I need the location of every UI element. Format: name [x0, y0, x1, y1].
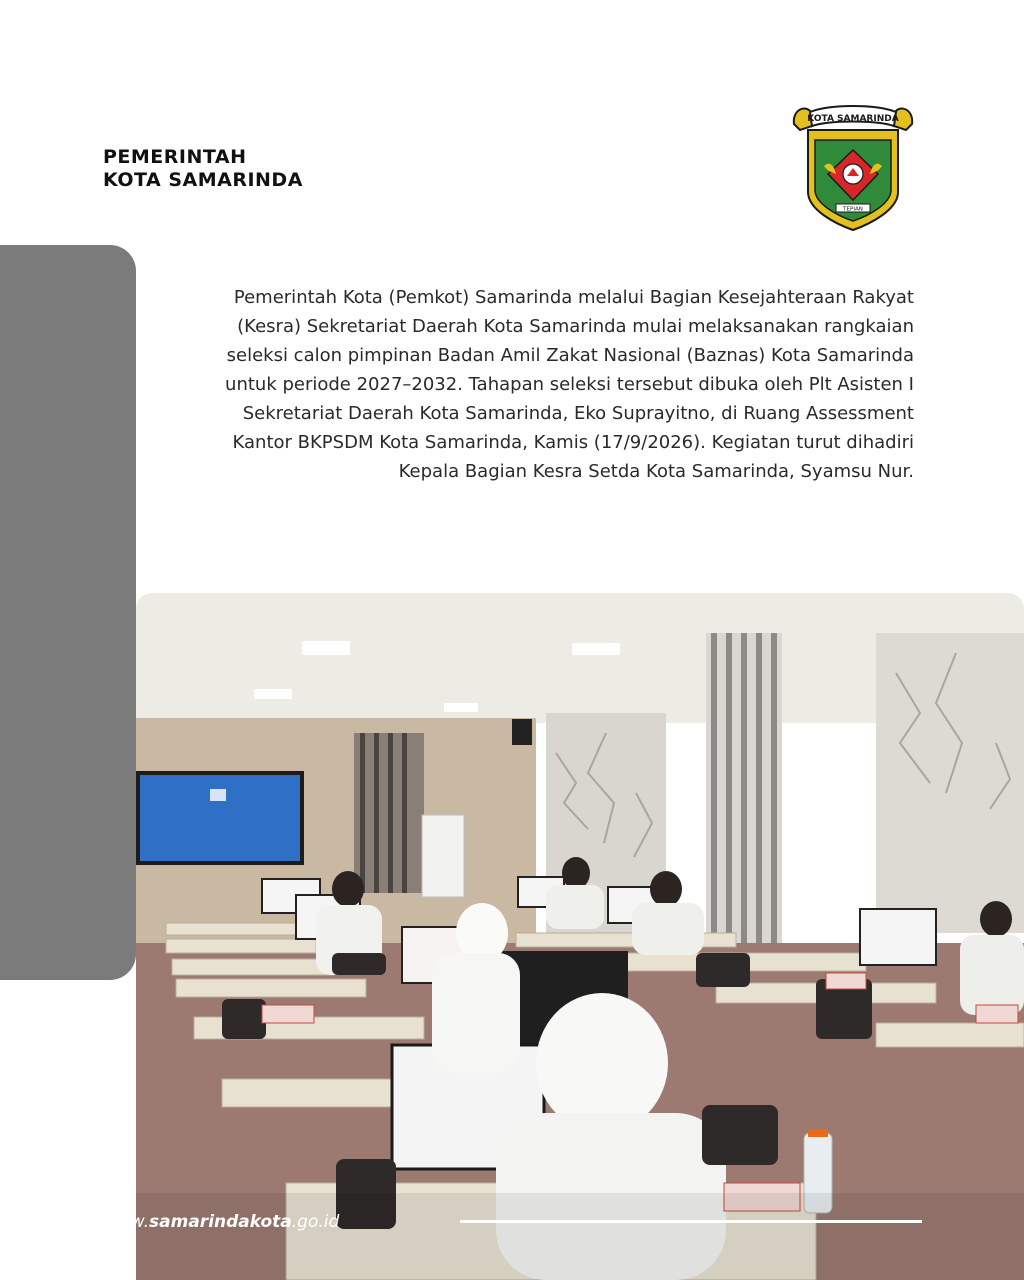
logo-motto-text: TEPIAN [843, 206, 863, 213]
agency-title-line2: KOTA SAMARINDA [103, 169, 303, 191]
website-url [103, 1212, 339, 1232]
website-suffix: .go.id [291, 1212, 340, 1232]
decorative-divider-line [460, 1220, 922, 1223]
decorative-grey-panel [0, 245, 136, 980]
logo-banner-text: KOTA SAMARINDA [807, 114, 899, 124]
article-text: Pemerintah Kota (Pemkot) Samarinda melalui Bagian Kesejahteraan Rakyat (Kesra) Sekretariat Daerah Kota Samarinda mulai melaksanakan rangkaian seleksi calon pimpinan Badan Amil Zakat Nasional (Baznas) Kota Samarinda untuk periode 2027–2032. Tahapan seleksi tersebut dibuka oleh Plt Asisten I Sekretariat Daerah Kota Samarinda, Eko Suprayitno, di Ruang Assessment Kantor BKPSDM Kota Samarinda, Kamis (17/9/2026). Kegiatan turut dihadiri Kepala Bagian Kesra Setda Kota Samarinda, Syamsu Nur. [225, 287, 914, 482]
website-bold: samarindakota [149, 1212, 292, 1232]
agency-title [103, 146, 303, 192]
city-emblem-logo [790, 100, 916, 232]
website-prefix: www. [103, 1212, 150, 1232]
agency-title-line1: PEMERINTAH [103, 146, 247, 168]
assessment-room-photo [136, 593, 1024, 1280]
